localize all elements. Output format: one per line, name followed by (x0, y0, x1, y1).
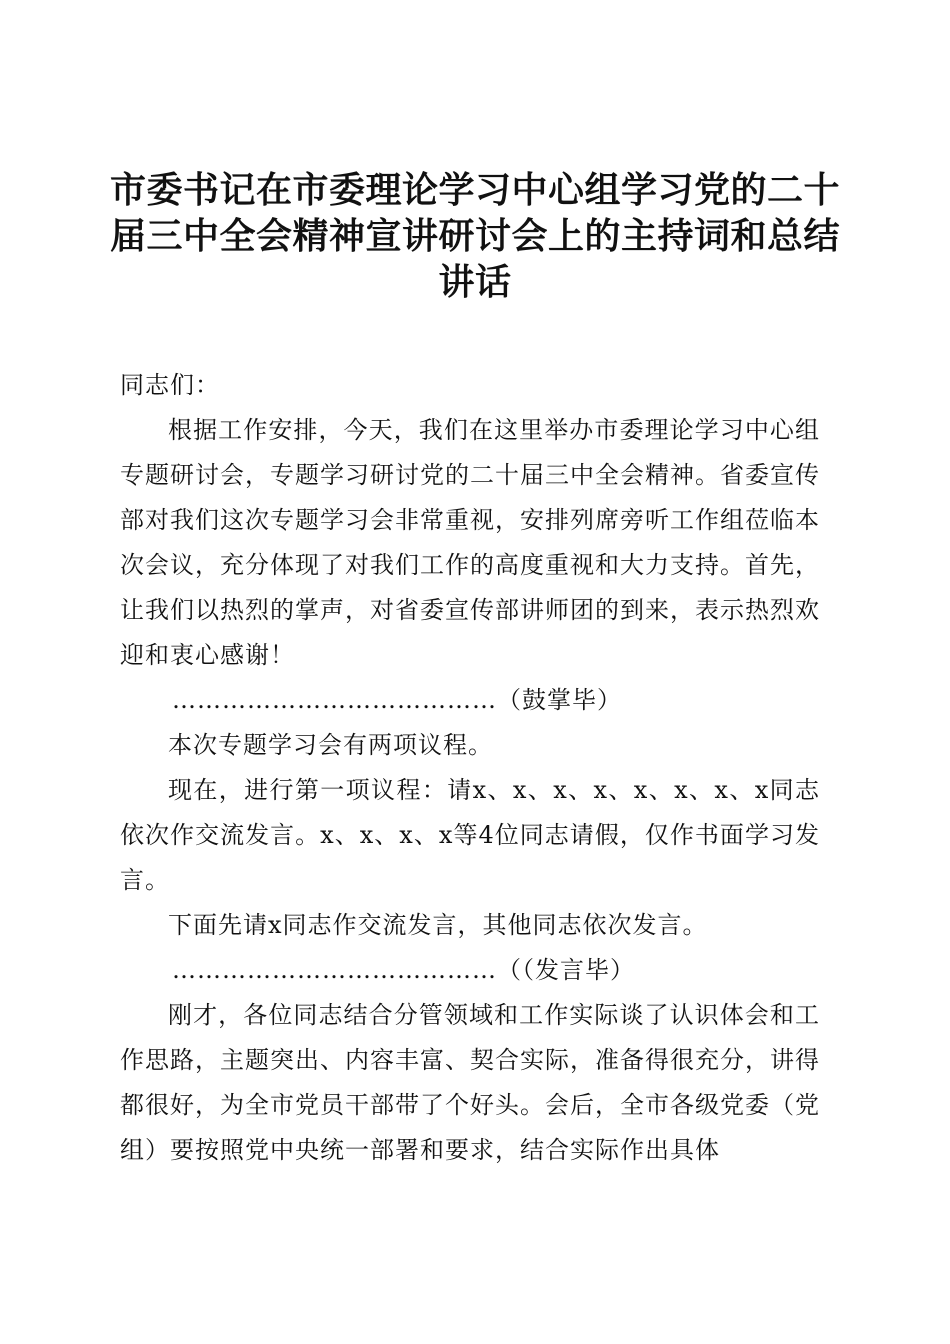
paragraph-opening: 根据工作安排，今天，我们在这里举办市委理论学习中心组专题研讨会，专题学习研讨党的二十届三中全会精神。省委宣传部对我们这次专题学习会非常重视，安排列席旁听工作组莅临本次会议，充分体现了对我们工作的高度重视和大力支持。首先，让我们以热烈的掌声，对省委宣传部讲师团的到来，表示热烈欢迎和衷心感谢！ (120, 416, 820, 669)
document-title: 市委书记在市委理论学习中心组学习党的二十届三中全会精神宣讲研讨会上的主持词和总结讲话 (109, 170, 840, 303)
salutation: 同志们： (120, 371, 220, 399)
paragraph-speaker-order: 下面先请x同志作交流发言，其他同志依次发言。 (168, 911, 708, 939)
document-body (120, 363, 820, 1173)
paragraph-first-item: 现在，进行第一项议程：请x、x、x、x、x、x、x、x同志依次作交流发言。x、x、x、x等4位同志请假，仅作书面学习发言。 (120, 776, 820, 894)
paragraph-agenda: 本次专题学习会有两项议程。 (168, 731, 493, 759)
paragraph-summary: 刚才，各位同志结合分管领域和工作实际谈了认识体会和工作思路，主题突出、内容丰富、契合实际，准备得很充分，讲得都很好，为全市党员干部带了个好头。会后，全市各级党委（党组）要按照党中央统一部署和要求，结合实际作出具体 (120, 1001, 820, 1164)
applause-note: …………………………………（鼓掌毕） (172, 686, 622, 714)
speech-end-note: …………………………………（（发言毕） (172, 956, 635, 984)
